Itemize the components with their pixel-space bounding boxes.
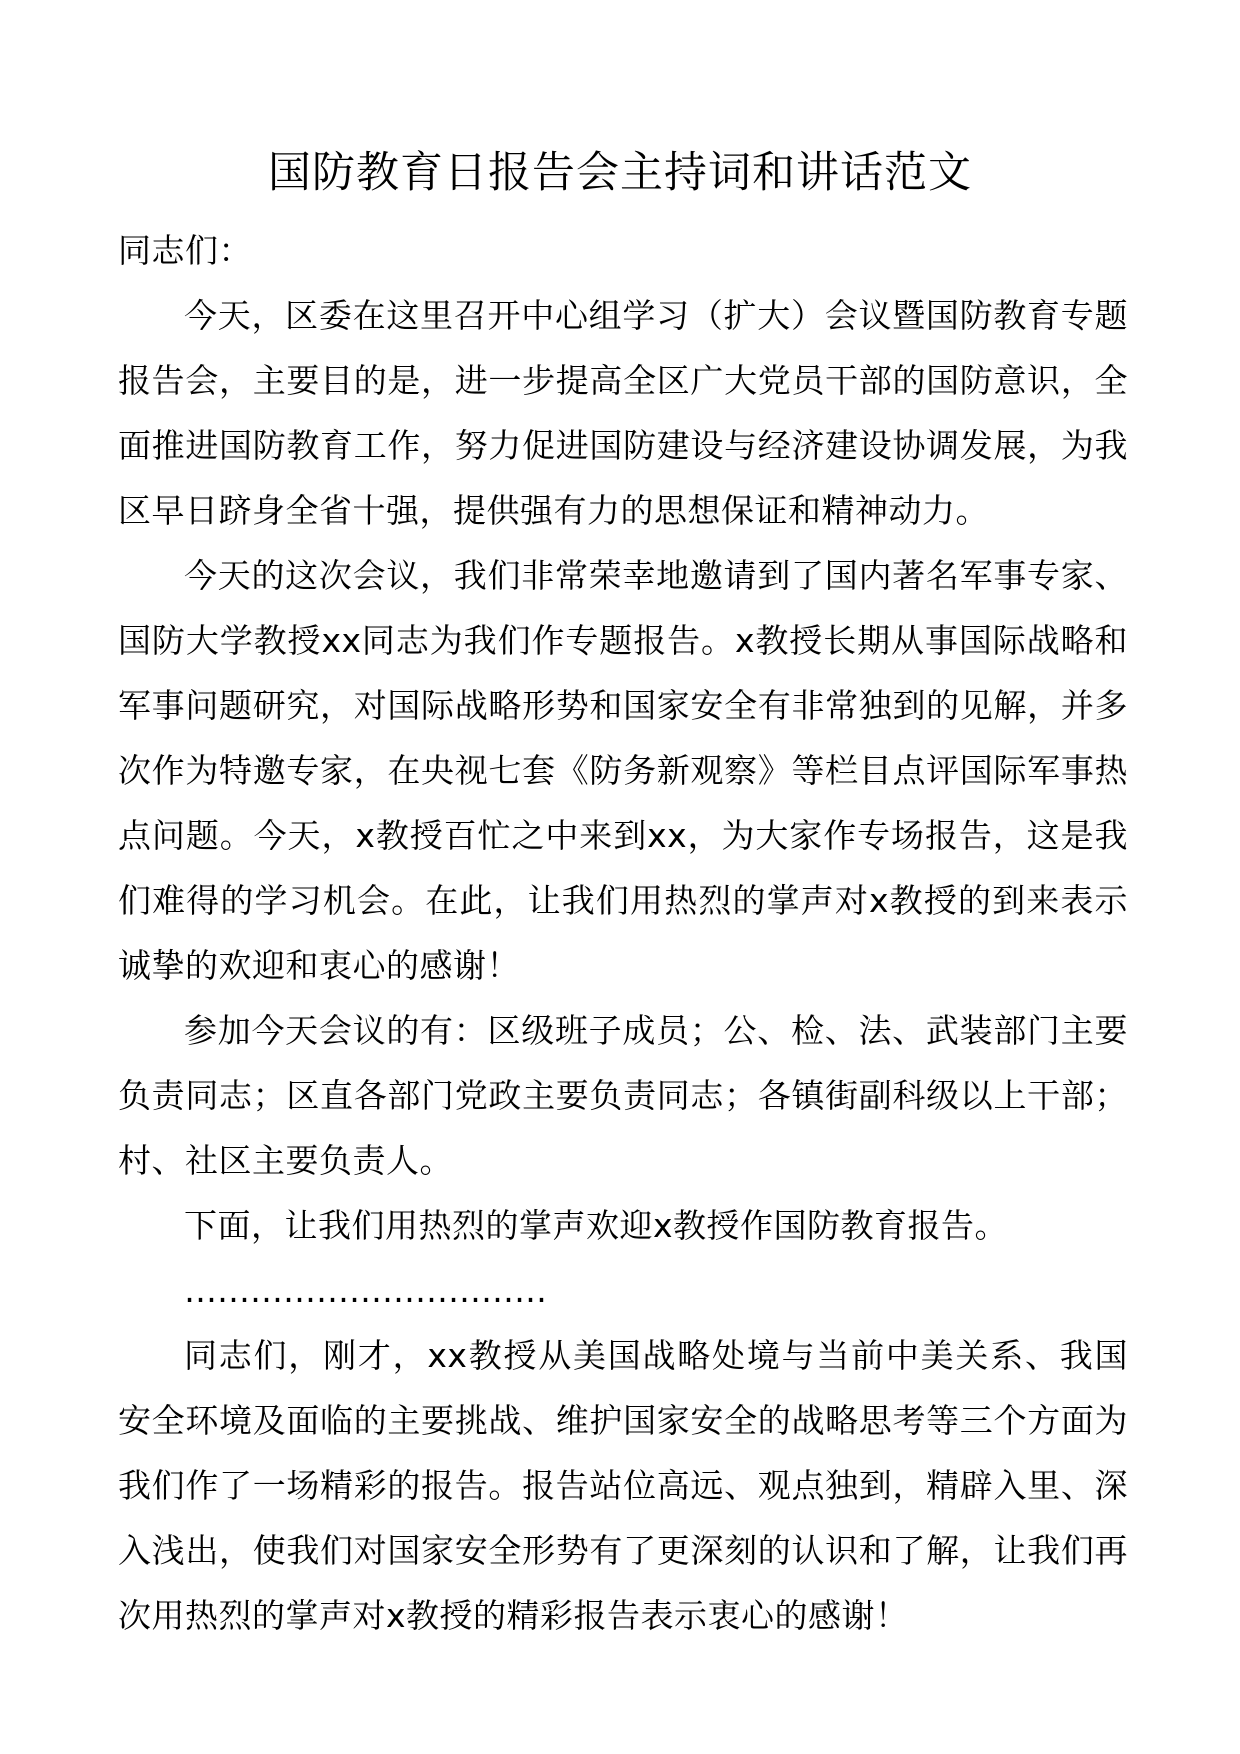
greeting: 同志们： bbox=[118, 231, 252, 270]
document-body bbox=[118, 218, 1128, 1648]
paragraph-closing: 同志们，刚才，xx教授从美国战略处境与当前中美关系、我国安全环境及面临的主要挑战、维护国家安全的战略思考等三个方面为我们作了一场精彩的报告。报告站位高远、观点独到，精辟入里、深入浅出，使我们对国家安全形势有了更深刻的认识和了解，让我们再次用热烈的掌声对x教授的精彩报告表示衷心的感谢！ bbox=[118, 1336, 1128, 1635]
paragraph-opening: 今天，区委在这里召开中心组学习（扩大）会议暨国防教育专题报告会，主要目的是，进一步提高全区广大党员干部的国防意识，全面推进国防教育工作，努力促进国防建设与经济建设协调发展，为我区早日跻身全省十强，提供强有力的思想保证和精神动力。 bbox=[118, 296, 1128, 530]
paragraph-welcome: 下面，让我们用热烈的掌声欢迎x教授作国防教育报告。 bbox=[184, 1206, 1009, 1245]
paragraph-speaker-intro: 今天的这次会议，我们非常荣幸地邀请到了国内著名军事专家、国防大学教授xx同志为我们作专题报告。x教授长期从事国际战略和军事问题研究，对国际战略形势和国家安全有非常独到的见解，并多次作为特邀专家，在央视七套《防务新观察》等栏目点评国际军事热点问题。今天，x教授百忙之中来到xx，为大家作专场报告，这是我们难得的学习机会。在此，让我们用热烈的掌声对x教授的到来表示诚挚的欢迎和衷心的感谢！ bbox=[118, 556, 1128, 985]
document-title: 国防教育日报告会主持词和讲话范文 bbox=[268, 148, 972, 198]
separator-dots: …………………………… bbox=[184, 1271, 547, 1310]
paragraph-attendees: 参加今天会议的有：区级班子成员；公、检、法、武装部门主要负责同志；区直各部门党政主要负责同志；各镇街副科级以上干部；村、社区主要负责人。 bbox=[118, 1011, 1128, 1180]
